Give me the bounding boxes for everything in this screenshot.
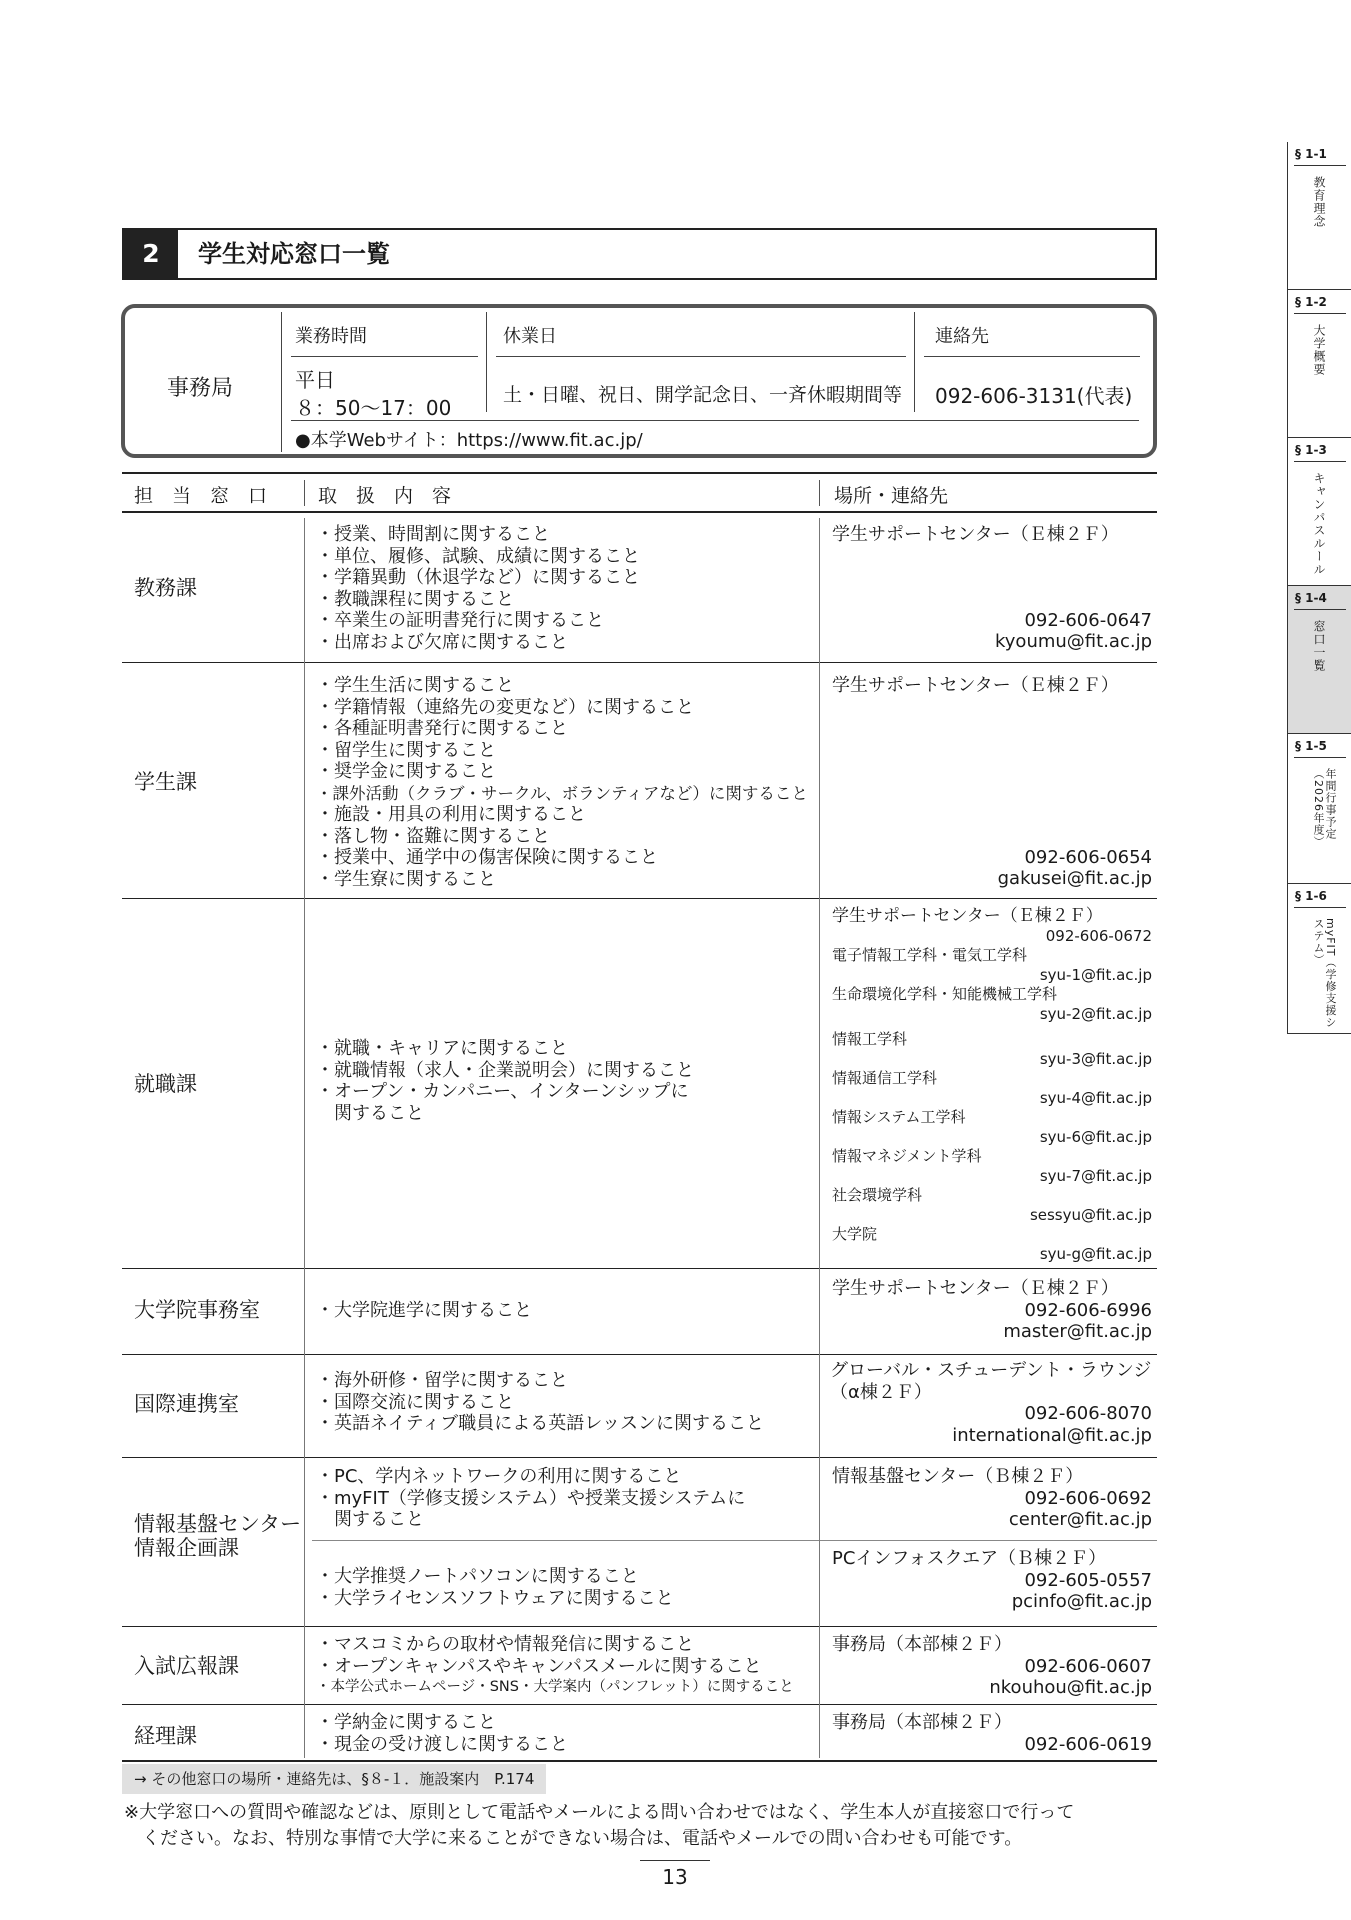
list-item: ・現金の受け渡しに関すること [316, 1733, 568, 1755]
items-syusyoku [316, 1038, 694, 1124]
place: 学生サポートセンター（Ｅ棟２Ｆ） [832, 1278, 1119, 1299]
section-title: 学生対応窓口一覧 [198, 240, 390, 268]
email[interactable]: master@fit.ac.jp [1003, 1321, 1152, 1342]
list-item: ・大学院進学に関すること [316, 1300, 532, 1321]
phone: 092-606-8070 [1024, 1403, 1152, 1424]
list-item: ・単位、履修、試験、成績に関すること [316, 545, 640, 567]
office-name: 事務局 [167, 376, 234, 401]
hours-line2: ８：50〜17：00 [295, 396, 452, 420]
list-item: ・施設・用具の利用に関すること [316, 804, 586, 825]
holiday-header: 休業日 [503, 326, 557, 347]
email[interactable]: syu-6@fit.ac.jp [1039, 1127, 1152, 1146]
window-kokusai: 国際連携室 [134, 1392, 239, 1416]
list-item: ・各種証明書発行に関すること [316, 718, 568, 739]
department: 情報システム工学科 [832, 1108, 966, 1126]
contact-phone: 092-606-3131(代表) [935, 384, 1133, 408]
items-center-a [316, 1466, 745, 1531]
window-line: 情報企画課 [134, 1536, 239, 1560]
list-item: ・落し物・盗難に関すること [316, 825, 550, 847]
side-tab-1-4[interactable] [1288, 586, 1351, 734]
email[interactable]: kyoumu@fit.ac.jp [995, 631, 1152, 652]
list-item: ・海外研修・留学に関すること [316, 1370, 568, 1391]
header-window: 担 当 窓 口 [134, 485, 268, 507]
list-item: ・卒業生の証明書発行に関すること [316, 610, 604, 631]
email[interactable]: nkouhou@fit.ac.jp [989, 1677, 1152, 1698]
location-gakusei [832, 675, 1152, 890]
department: 電子情報工学科・電気工学科 [832, 946, 1028, 964]
items-center-b [316, 1566, 674, 1609]
side-tab-1-5[interactable] [1288, 734, 1351, 884]
page-number: 13 [640, 1860, 710, 1889]
window-daigakuin: 大学院事務室 [134, 1298, 260, 1322]
place: 学生サポートセンター（Ｅ棟２Ｆ） [832, 524, 1119, 545]
place: 事務局（本部棟２Ｆ） [832, 1712, 1012, 1733]
email[interactable]: syu-2@fit.ac.jp [1039, 1004, 1152, 1023]
note-line: ※大学窓口への質問や確認などは、原則として電話やメールによる問い合わせではなく、学生本人が直接窓口で行って [124, 1802, 1075, 1823]
department: 大学院 [832, 1225, 878, 1243]
list-item: ・国際交流に関すること [316, 1391, 514, 1413]
items-kouhou [316, 1634, 794, 1699]
phone: 092-606-0619 [1024, 1733, 1152, 1755]
list-item: ・留学生に関すること [316, 739, 496, 761]
list-item: ・学籍異動（休退学など）に関すること [316, 567, 640, 588]
email[interactable]: syu-g@fit.ac.jp [1039, 1244, 1152, 1263]
list-item: ・学納金に関すること [316, 1712, 496, 1733]
list-item: ・課外活動（クラブ・サークル、ボランティアなど）に関すること [316, 783, 808, 803]
side-tab-number: § 1-4 [1295, 591, 1327, 605]
items-gakusei [316, 675, 808, 890]
header-location: 場所・連絡先 [834, 485, 949, 507]
email[interactable]: syu-3@fit.ac.jp [1039, 1049, 1152, 1068]
section-number: 2 [124, 230, 178, 278]
email[interactable]: syu-4@fit.ac.jp [1039, 1088, 1152, 1107]
items-kyoumu [316, 524, 640, 653]
place: PCインフォスクエア（Ｂ棟２Ｆ） [832, 1548, 1107, 1569]
place: グローバル・スチューデント・ラウンジ [830, 1360, 1152, 1381]
side-tab-1-2[interactable] [1288, 290, 1351, 438]
side-tab-1-1[interactable] [1288, 142, 1351, 290]
phone: 092-606-0647 [1024, 609, 1152, 631]
list-item: ・学生生活に関すること [316, 675, 514, 696]
side-tab-number: § 1-5 [1295, 739, 1327, 753]
section-header [122, 228, 1157, 280]
location-kokusai [830, 1360, 1152, 1446]
side-tab-1-3[interactable] [1288, 438, 1351, 586]
side-tab-1-6[interactable] [1288, 884, 1351, 1034]
department: 生命環境化学科・知能機械工学科 [832, 985, 1058, 1003]
window-keiri: 経理課 [134, 1724, 197, 1748]
list-item: ・授業中、通学中の傷害保険に関すること [316, 847, 658, 868]
list-item: ・大学ライセンスソフトウェアに関すること [316, 1587, 674, 1609]
department: 社会環境学科 [832, 1186, 923, 1204]
location-center-a [832, 1466, 1152, 1531]
email[interactable]: syu-7@fit.ac.jp [1039, 1166, 1152, 1185]
office-info-box [121, 304, 1157, 458]
items-daigakuin [316, 1300, 532, 1322]
department: 情報工学科 [832, 1030, 908, 1048]
list-item: ・大学推奨ノートパソコンに関すること [316, 1566, 639, 1587]
phone: 092-606-0692 [1024, 1487, 1152, 1509]
email[interactable]: sessyu@fit.ac.jp [1029, 1205, 1152, 1224]
list-item: ・本学公式ホームページ・SNS・大学案内（パンフレット）に関すること [316, 1679, 794, 1695]
side-tab-label: 大学概要 [1312, 324, 1326, 376]
email[interactable]: pcinfo@fit.ac.jp [1011, 1591, 1152, 1612]
side-tab-number: § 1-2 [1295, 295, 1327, 309]
phone: 092-606-0654 [1024, 846, 1152, 868]
list-item: ・PC、学内ネットワークの利用に関すること [316, 1466, 682, 1487]
window-center [134, 1512, 301, 1560]
location-kyoumu [832, 524, 1152, 653]
list-item: ・出席および欠席に関すること [316, 631, 568, 653]
list-item: ・就職・キャリアに関すること [316, 1038, 568, 1059]
window-line: 情報基盤センター [134, 1512, 302, 1536]
list-item: ・オープン・カンパニー、インターンシップに [316, 1081, 689, 1102]
list-item: ・オープンキャンパスやキャンパスメールに関すること [316, 1655, 762, 1677]
phone: 092-606-0672 [1045, 926, 1152, 945]
list-item: ・学籍情報（連絡先の変更など）に関すること [316, 696, 694, 718]
location-kouhou [832, 1634, 1152, 1699]
place: 事務局（本部棟２Ｆ） [832, 1634, 1012, 1655]
contact-header: 連絡先 [935, 326, 989, 347]
reference-note: → その他窓口の場所・連絡先は、§８-１．施設案内 P.174 [122, 1764, 546, 1794]
list-item: ・授業、時間割に関すること [316, 524, 550, 545]
side-tab-label: 教育理念 [1312, 176, 1326, 228]
list-item: 関すること [316, 1509, 424, 1530]
window-gakusei: 学生課 [134, 770, 197, 794]
side-tab-number: § 1-3 [1295, 443, 1327, 457]
website-link[interactable]: ●本学Webサイト：https://www.fit.ac.jp/ [295, 430, 643, 451]
phone: 092-605-0557 [1024, 1569, 1152, 1591]
list-item: ・英語ネイティブ職員による英語レッスンに関すること [316, 1413, 765, 1434]
side-index [1287, 142, 1351, 1034]
side-tab-label: 年間行事予定（2026年度） [1312, 768, 1337, 848]
list-item: 関すること [316, 1102, 424, 1124]
note-line: ください。なお、特別な事情で大学に来ることができない場合は、電話やメールでの問い合わせも可能です。 [124, 1828, 1023, 1849]
holiday-value: 土・日曜、祝日、開学記念日、一斉休暇期間等 [503, 384, 903, 406]
location-center-b [832, 1548, 1152, 1613]
list-item: ・myFIT（学修支援システム）や授業支援システムに [316, 1487, 746, 1509]
hours-line1: 平日 [295, 368, 335, 392]
side-tab-label: 窓口一覧 [1312, 620, 1326, 672]
side-tab-number: § 1-6 [1295, 889, 1327, 903]
email[interactable]: syu-1@fit.ac.jp [1039, 965, 1152, 984]
phone: 092-606-6996 [1024, 1299, 1152, 1321]
place: 学生サポートセンター（Ｅ棟２Ｆ） [832, 675, 1119, 696]
side-tab-label: キャンパスルール [1312, 472, 1326, 576]
email[interactable]: center@fit.ac.jp [1008, 1509, 1152, 1530]
location-syusyoku [832, 907, 1152, 1264]
side-tab-label: myFIT（学修支援システム） [1312, 918, 1337, 1029]
place: 学生サポートセンター（Ｅ棟２Ｆ） [832, 906, 1103, 926]
window-kyoumu: 教務課 [134, 576, 197, 600]
items-keiri [316, 1712, 568, 1755]
hours-header: 業務時間 [295, 326, 367, 347]
header-content: 取 扱 内 容 [318, 485, 452, 507]
list-item: ・学生寮に関すること [316, 868, 496, 890]
list-item: ・就職情報（求人・企業説明会）に関すること [316, 1059, 694, 1081]
list-item: ・奨学金に関すること [316, 761, 496, 782]
items-kokusai [316, 1370, 764, 1435]
department: 情報マネジメント学科 [832, 1147, 982, 1165]
window-kouhou: 入試広報課 [134, 1654, 239, 1678]
location-daigakuin [832, 1278, 1152, 1343]
list-item: ・マスコミからの取材や情報発信に関すること [316, 1634, 694, 1655]
side-tab-number: § 1-1 [1295, 147, 1327, 161]
list-item: ・教職課程に関すること [316, 588, 514, 610]
location-keiri [832, 1712, 1152, 1755]
email[interactable]: international@fit.ac.jp [952, 1424, 1152, 1446]
email[interactable]: gakusei@fit.ac.jp [997, 868, 1152, 889]
window-syusyoku: 就職課 [134, 1072, 197, 1096]
place: 情報基盤センター（Ｂ棟２Ｆ） [832, 1466, 1084, 1487]
department: 情報通信工学科 [832, 1069, 938, 1087]
phone: 092-606-0607 [1024, 1655, 1152, 1677]
place-sub: （α棟２Ｆ） [830, 1381, 932, 1403]
